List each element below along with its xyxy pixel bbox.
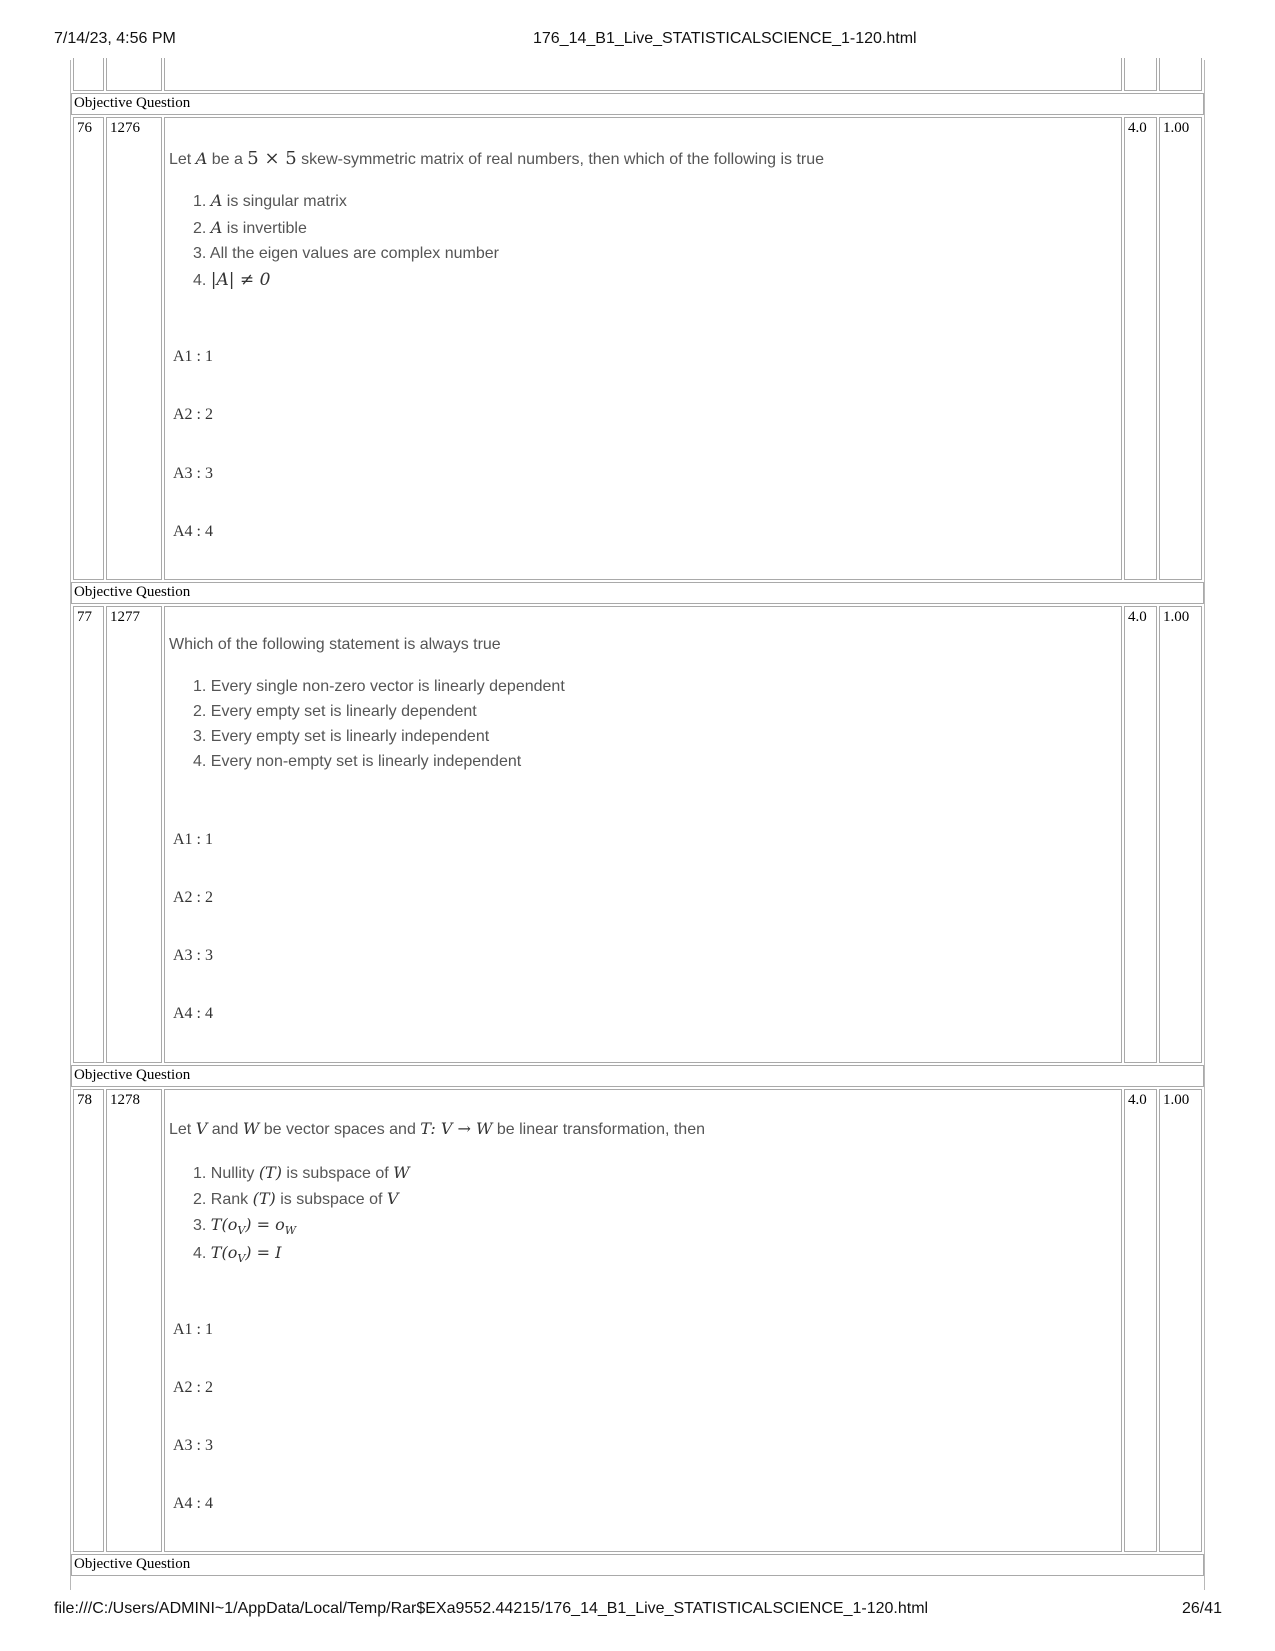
answer-choice: A4 : 4 <box>173 1005 213 1022</box>
section-label: Objective Question <box>71 93 1204 115</box>
answer-choice: A4 : 4 <box>173 1495 213 1512</box>
prev-row-sno-cell <box>73 58 104 91</box>
answer-choice: A2 : 2 <box>173 889 213 906</box>
section-label: Objective Question <box>71 1065 1204 1087</box>
section-label: Objective Question <box>71 1554 1204 1576</box>
question-negative-marks: 1.00 <box>1159 117 1202 580</box>
answer-choice: A3 : 3 <box>173 465 213 482</box>
question-stem: Which of the following statement is always true <box>169 636 501 653</box>
question-marks: 4.0 <box>1124 117 1157 580</box>
question-marks: 4.0 <box>1124 1089 1157 1552</box>
page-number: 26/41 <box>1182 1600 1223 1617</box>
question-body-cell <box>164 117 1122 580</box>
option-2: 2. A is invertible <box>193 218 307 237</box>
answer-choice: A1 : 1 <box>173 1321 213 1338</box>
answer-choice: A2 : 2 <box>173 406 213 423</box>
option-3: 3. All the eigen values are complex number <box>193 245 499 262</box>
table-border-right <box>1204 60 1205 1590</box>
question-stem: Let A be a 5 × 5 skew-symmetric matrix of real numbers, then which of the following is true <box>169 148 825 169</box>
question-marks: 4.0 <box>1124 606 1157 1063</box>
answer-choice: A1 : 1 <box>173 348 213 365</box>
question-negative-marks: 1.00 <box>1159 1089 1202 1552</box>
answer-choice: A4 : 4 <box>173 523 213 540</box>
table-border-left <box>70 60 71 1590</box>
question-body-cell <box>164 1089 1122 1552</box>
question-body-cell <box>164 606 1122 1063</box>
option-1: 1. Nullity (T) is subspace of W <box>193 1163 410 1182</box>
prev-row-marks-cell <box>1124 58 1157 91</box>
question-stem: Let V and W be vector spaces and T: V → W be linear transformation, then <box>169 1119 705 1138</box>
question-sno: 76 <box>73 117 104 580</box>
question-negative-marks: 1.00 <box>1159 606 1202 1063</box>
prev-row-qid-cell <box>106 58 162 91</box>
answer-choice: A1 : 1 <box>173 831 213 848</box>
answer-choice: A2 : 2 <box>173 1379 213 1396</box>
option-1: 1. A is singular matrix <box>193 191 347 210</box>
question-sno: 78 <box>73 1089 104 1552</box>
option-2: 2. Rank (T) is subspace of V <box>193 1189 399 1208</box>
question-id: 1276 <box>106 117 162 580</box>
option-1: 1. Every single non-zero vector is linearly dependent <box>193 678 565 695</box>
prev-row-body-cell <box>164 58 1122 91</box>
print-datetime: 7/14/23, 4:56 PM <box>54 30 176 47</box>
section-label: Objective Question <box>71 582 1204 604</box>
option-4: 4. $T(o_V) = I$ <box>193 1243 282 1266</box>
question-sno: 77 <box>73 606 104 1063</box>
question-id: 1278 <box>106 1089 162 1552</box>
file-path: file:///C:/Users/ADMINI~1/AppData/Local/Temp/Rar$EXa9552.44215/176_14_B1_Live_STATISTICALSCIENCE_1-120.html <box>54 1600 929 1617</box>
option-3: 3. Every empty set is linearly independent <box>193 728 490 745</box>
option-2: 2. Every empty set is linearly dependent <box>193 703 477 720</box>
answer-choice: A3 : 3 <box>173 1437 213 1454</box>
option-4: 4. |A| ≠ 0 <box>193 270 271 290</box>
answer-choice: A3 : 3 <box>173 947 213 964</box>
option-3: 3. $T(o_V) = o_W$ <box>193 1215 297 1238</box>
option-4: 4. Every non-empty set is linearly independent <box>193 753 522 770</box>
prev-row-negative-cell <box>1159 58 1202 91</box>
question-id: 1277 <box>106 606 162 1063</box>
document-title: 176_14_B1_Live_STATISTICALSCIENCE_1-120.html <box>533 30 917 47</box>
